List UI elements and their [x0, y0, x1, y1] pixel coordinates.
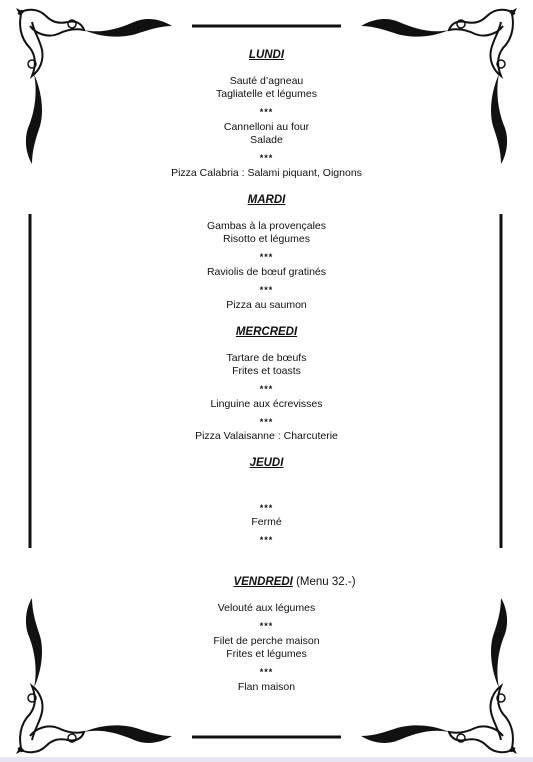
page-edge-strip [0, 757, 533, 762]
dessert: Flan maison [237, 681, 296, 693]
pizza: Pizza Calabria : Salami piquant, Oignons [171, 167, 362, 179]
pizza: Pizza au saumon [226, 299, 307, 311]
separator: *** [259, 621, 274, 631]
dish: Tagliatelle et légumes [216, 88, 317, 100]
pizza: Pizza Valaisanne : Charcuterie [195, 430, 338, 442]
menu-price-note: (Menu 32.-) [292, 576, 356, 588]
dish: Raviolis de bœuf gratinés [206, 266, 327, 278]
separator: *** [259, 252, 274, 262]
day-heading-mardi: MARDI [247, 194, 286, 206]
separator: *** [259, 503, 274, 513]
separator: *** [259, 153, 274, 163]
dish: Linguine aux écrevisses [210, 398, 323, 410]
separator: *** [259, 417, 274, 427]
dish: Risotto et légumes [223, 233, 310, 245]
closed-status: Fermé [251, 516, 282, 528]
separator: *** [259, 667, 274, 677]
day-heading-jeudi: JEUDI [249, 457, 284, 469]
dish: Salade [250, 134, 283, 146]
separator: *** [259, 285, 274, 295]
dish: Tartare de bœufs [226, 352, 307, 364]
separator: *** [259, 384, 274, 394]
day-heading-mercredi: MERCREDI [235, 326, 298, 338]
dish: Frites et toasts [232, 365, 301, 377]
day-heading-lundi: LUNDI [248, 49, 285, 61]
day-heading-vendredi: VENDREDI [233, 576, 293, 588]
dish: Filet de perche maison [213, 635, 320, 647]
separator: *** [259, 535, 274, 545]
day-heading-vendredi-line [28, 576, 533, 589]
dish: Gambas à la provençales [206, 220, 327, 232]
dish: Velouté aux légumes [217, 602, 316, 614]
dish: Sauté d’agneau [229, 75, 304, 87]
separator: *** [259, 107, 274, 117]
dish: Cannelloni au four [223, 121, 310, 133]
dish: Frites et légumes [226, 648, 307, 660]
